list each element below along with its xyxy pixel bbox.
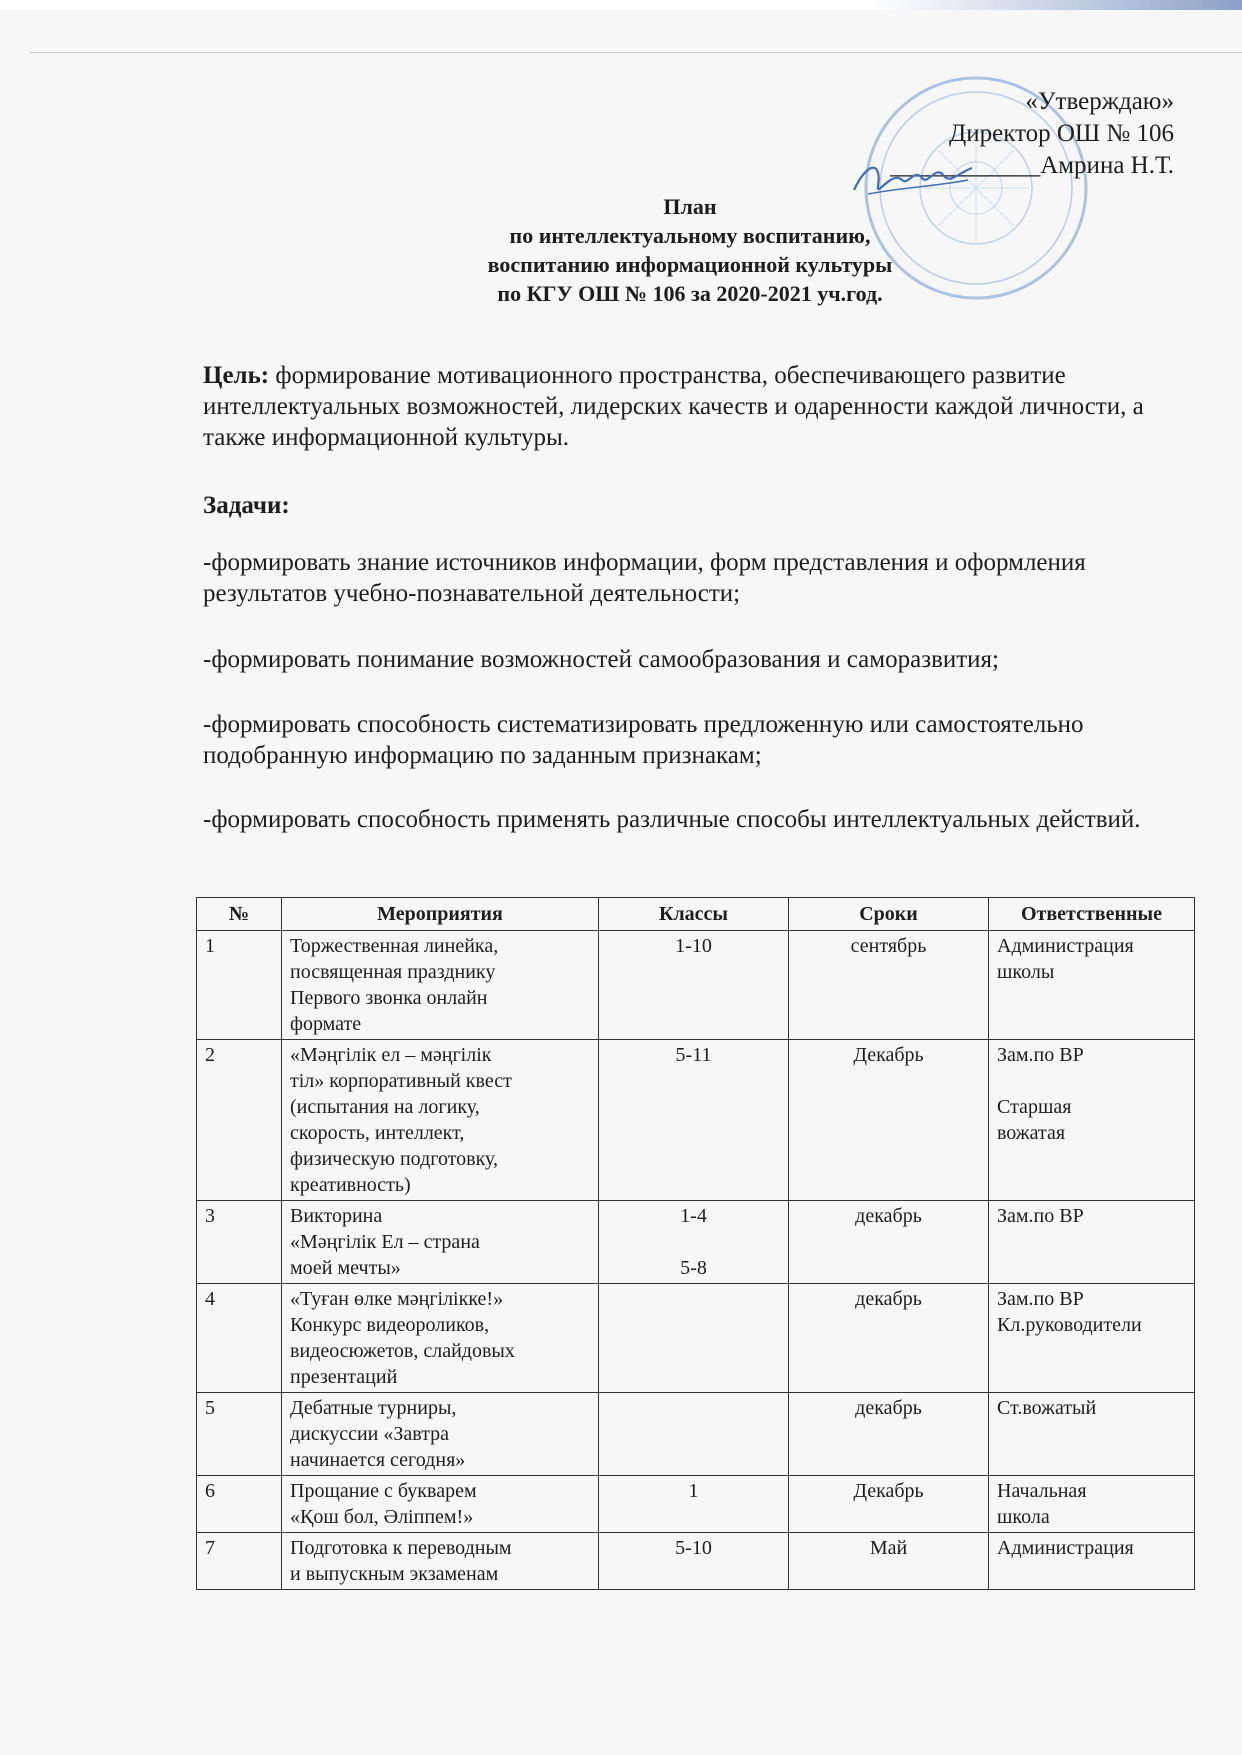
header-responsible: Ответственные	[989, 898, 1195, 931]
event-cell	[282, 931, 599, 1040]
classes-text: 5-8	[680, 1257, 707, 1279]
row-number: 1	[197, 931, 282, 1040]
responsible-text: Зам.по ВР	[997, 1205, 1084, 1227]
responsible-text: Администрация	[997, 1537, 1134, 1559]
event-text: начинается сегодня»	[290, 1449, 466, 1471]
classes-text: 5-10	[675, 1537, 712, 1559]
event-text: Подготовка к переводным	[290, 1537, 512, 1559]
table-row	[197, 931, 1195, 1040]
table-row	[197, 1040, 1195, 1201]
event-cell	[282, 1040, 599, 1201]
event-text: (испытания на логику,	[290, 1096, 480, 1118]
goal-paragraph	[203, 360, 1188, 453]
classes-cell	[599, 1284, 789, 1393]
title-line-1: План	[663, 194, 717, 219]
approval-position: Директор ОШ № 106	[949, 120, 1174, 147]
event-text: Дебатные турниры,	[290, 1397, 457, 1419]
table-row	[197, 1284, 1195, 1393]
classes-cell	[599, 1476, 789, 1533]
event-text: Конкурс видеороликов,	[290, 1314, 490, 1336]
responsible-text: Кл.руководители	[997, 1314, 1142, 1336]
event-text: физическую подготовку,	[290, 1148, 499, 1170]
plan-table	[196, 897, 1195, 1590]
table-row	[197, 1476, 1195, 1533]
event-text: презентаций	[290, 1366, 398, 1388]
event-text: тіл» корпоративный квест	[290, 1070, 512, 1092]
term-cell: декабрь	[789, 1284, 989, 1393]
event-text: и выпускным экзаменам	[290, 1563, 499, 1585]
classes-cell	[599, 1201, 789, 1284]
classes-cell	[599, 1393, 789, 1476]
responsible-text: вожатая	[997, 1122, 1066, 1144]
table-header-row	[197, 898, 1195, 931]
responsible-text: школы	[997, 961, 1055, 983]
event-cell	[282, 1476, 599, 1533]
task-item: -формировать понимание возможностей самообразования и саморазвития;	[203, 646, 999, 673]
event-cell	[282, 1533, 599, 1590]
responsible-cell	[989, 1284, 1195, 1393]
responsible-cell	[989, 1476, 1195, 1533]
table-row	[197, 1201, 1195, 1284]
term-cell: сентябрь	[789, 931, 989, 1040]
header-number: №	[197, 898, 282, 931]
responsible-cell	[989, 1201, 1195, 1284]
event-text: формате	[290, 1013, 362, 1035]
responsible-cell	[989, 931, 1195, 1040]
title-line-2: по интеллектуальному воспитанию,	[509, 223, 871, 248]
task-item: -формировать способность применять различные способы интеллектуальных действий.	[203, 806, 1141, 833]
responsible-text: Ст.вожатый	[997, 1397, 1097, 1419]
responsible-text: Старшая	[997, 1096, 1072, 1118]
event-text: скорость, интеллект,	[290, 1122, 465, 1144]
row-number: 7	[197, 1533, 282, 1590]
event-text: видеосюжетов, слайдовых	[290, 1340, 515, 1362]
classes-text: 1-4	[680, 1205, 707, 1227]
event-text: моей мечты»	[290, 1257, 401, 1279]
term-cell: Декабрь	[789, 1476, 989, 1533]
term-cell: Май	[789, 1533, 989, 1590]
event-text: Викторина	[290, 1205, 383, 1227]
classes-text: 5-11	[675, 1044, 712, 1066]
event-cell	[282, 1284, 599, 1393]
classes-text	[607, 1229, 780, 1255]
classes-text	[607, 1395, 780, 1421]
row-number: 3	[197, 1201, 282, 1284]
event-text: дискуссии «Завтра	[290, 1423, 450, 1445]
title-line-4: по КГУ ОШ № 106 за 2020-2021 уч.год.	[497, 281, 883, 306]
classes-cell	[599, 1040, 789, 1201]
scan-line	[30, 52, 1242, 53]
responsible-cell	[989, 1533, 1195, 1590]
classes-text: 1-10	[675, 935, 712, 957]
event-text: «Мәңгілік Ел – страна	[290, 1231, 480, 1253]
event-text: Прощание с букварем	[290, 1480, 477, 1502]
task-item: -формировать знание источников информации, форм представления и оформления результатов учебно-познавательной деятельности;	[203, 549, 1086, 607]
row-number: 4	[197, 1284, 282, 1393]
title-line-3: воспитанию информационной культуры	[487, 252, 893, 277]
classes-text	[607, 1286, 780, 1312]
responsible-cell	[989, 1393, 1195, 1476]
document-title	[360, 192, 1020, 308]
responsible-text: школа	[997, 1506, 1050, 1528]
event-text: Торжественная линейка,	[290, 935, 499, 957]
responsible-cell	[989, 1040, 1195, 1201]
header-terms: Сроки	[789, 898, 989, 931]
task-item: -формировать способность систематизировать предложенную или самостоятельно подобранную информацию по заданным признакам;	[203, 711, 1084, 769]
scan-edge	[0, 0, 1242, 10]
approval-signature-line: ____________Амрина Н.Т.	[890, 152, 1174, 179]
classes-text: 1	[688, 1480, 699, 1502]
table-row	[197, 1533, 1195, 1590]
row-number: 2	[197, 1040, 282, 1201]
tasks-heading: Задачи:	[203, 492, 290, 519]
responsible-text: Зам.по ВР	[997, 1288, 1084, 1310]
classes-cell	[599, 1533, 789, 1590]
event-text: креативность)	[290, 1174, 411, 1196]
event-text: «Қош бол, Әліппем!»	[290, 1506, 474, 1528]
header-classes: Классы	[599, 898, 789, 931]
goal-label: Цель:	[203, 362, 270, 389]
row-number: 6	[197, 1476, 282, 1533]
event-text: посвященная празднику	[290, 961, 496, 983]
table-row	[197, 1393, 1195, 1476]
header-events: Мероприятия	[282, 898, 599, 931]
row-number: 5	[197, 1393, 282, 1476]
term-cell: декабрь	[789, 1393, 989, 1476]
term-cell: декабрь	[789, 1201, 989, 1284]
goal-text: формирование мотивационного пространства, обеспечивающего развитие интеллектуальных возможностей, лидерских качеств и одаренности каждой личности, а также информационной культуры.	[203, 362, 1144, 451]
event-cell	[282, 1201, 599, 1284]
plan-table-body	[197, 931, 1195, 1590]
event-cell	[282, 1393, 599, 1476]
event-text: «Мәңгілік ел – мәңгілік	[290, 1044, 492, 1066]
responsible-text	[997, 1068, 1186, 1094]
responsible-text: Зам.по ВР	[997, 1044, 1084, 1066]
event-text: Первого звонка онлайн	[290, 987, 488, 1009]
responsible-text: Администрация	[997, 935, 1134, 957]
approval-heading: «Утверждаю»	[1025, 88, 1174, 115]
classes-cell	[599, 931, 789, 1040]
event-text: «Туған өлке мәңгілікке!»	[290, 1288, 504, 1310]
responsible-text: Начальная	[997, 1480, 1087, 1502]
term-cell: Декабрь	[789, 1040, 989, 1201]
